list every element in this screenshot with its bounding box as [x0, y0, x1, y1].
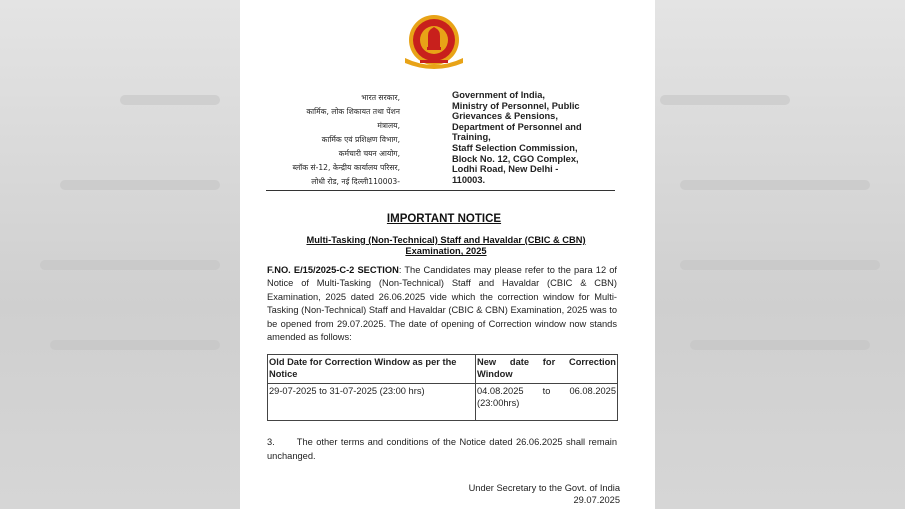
correction-window-table: [267, 354, 618, 421]
english-address-line: Government of India,: [452, 90, 545, 100]
hindi-address-line: लोधी रोड, नई दिल्ली110003-: [311, 177, 400, 186]
header-divider: [266, 190, 615, 191]
hindi-address-line: भारत सरकार,: [361, 93, 400, 102]
backdrop-blur-strip: [40, 260, 220, 270]
notice-subtitle: [276, 235, 616, 257]
table-header-new-date: New date for Correction Window: [476, 355, 618, 384]
backdrop-blur-strip: [50, 340, 220, 350]
english-address-line: Block No. 12, CGO Complex,: [452, 153, 579, 164]
english-address-line: Training,: [452, 132, 491, 143]
signature-block: [440, 483, 620, 506]
english-address-line: Ministry of Personnel, Public: [452, 100, 580, 111]
notice-subtitle-line: Multi-Tasking (Non-Technical) Staff and Havaldar (CBIC & CBN): [306, 235, 586, 245]
hindi-address-line: कार्मिक एवं प्रशिक्षण विभाग,: [321, 135, 400, 144]
table-cell-old-date: 29-07-2025 to 31-07-2025 (23:00 hrs): [268, 384, 476, 421]
table-row: [268, 384, 618, 421]
backdrop-blur-strip: [60, 180, 220, 190]
table-header-row: [268, 355, 618, 384]
hindi-address-line: ब्लॉक सं-12, केन्द्रीय कार्यालय परिसर,: [292, 163, 400, 172]
hindi-address-line: कार्मिक, लोक शिकायत तथा पेंशन: [306, 107, 400, 116]
english-address-line: Grievances & Pensions,: [452, 111, 558, 122]
notice-body-text: : The Candidates may please refer to the para 12 of Notice of Multi-Tasking (Non-Technical) Staff and Havaldar (CBIC & CBN) Examination, 2025 dated 26.06.2025 vide which the correction window for Multi-Tasking (Non-Technical) Staff and Havaldar (CBIC & CBN) Examination, 2025 was to be opened from 29.07.2025. The date of opening of Correction window now stands amended as follows:: [267, 265, 617, 343]
table-header-old-date: Old Date for Correction Window as per the Notice: [268, 355, 476, 384]
notice-paragraph: [267, 264, 617, 344]
hindi-address-line: कर्मचारी चयन आयोग,: [338, 149, 400, 158]
table-cell-new-date: 04.08.2025 to 06.08.2025 (23:00hrs): [476, 384, 618, 421]
signatory-designation: Under Secretary to the Govt. of India: [468, 483, 620, 493]
point-3-text: The other terms and conditions of the Notice dated 26.06.2025 shall remain unchanged.: [267, 437, 617, 461]
ssc-emblem-logo-icon: [400, 14, 468, 72]
english-address-line: 110003.: [452, 174, 486, 185]
notice-document: [240, 0, 655, 509]
notice-subtitle-line: Examination, 2025: [405, 246, 487, 256]
notice-title: IMPORTANT NOTICE: [386, 213, 502, 225]
point-3-paragraph: [267, 435, 617, 463]
backdrop-blur-strip: [660, 95, 790, 105]
point-3-number: 3.: [267, 437, 275, 447]
english-address-line: Department of Personnel and: [452, 121, 582, 132]
backdrop-blur-strip: [690, 340, 870, 350]
signature-date: 29.07.2025: [573, 494, 620, 505]
english-address-line: Lodhi Road, New Delhi -: [452, 164, 559, 175]
backdrop-blur-strip: [680, 260, 880, 270]
file-number: F.NO. E/15/2025-C-2 SECTION: [267, 265, 399, 275]
backdrop-blur-strip: [680, 180, 870, 190]
hindi-address-block: [240, 91, 400, 189]
backdrop-blur-strip: [120, 95, 220, 105]
hindi-address-line: मंत्रालय,: [377, 121, 400, 130]
english-address-line: Staff Selection Commission,: [452, 142, 578, 153]
english-address-block: [452, 90, 602, 185]
